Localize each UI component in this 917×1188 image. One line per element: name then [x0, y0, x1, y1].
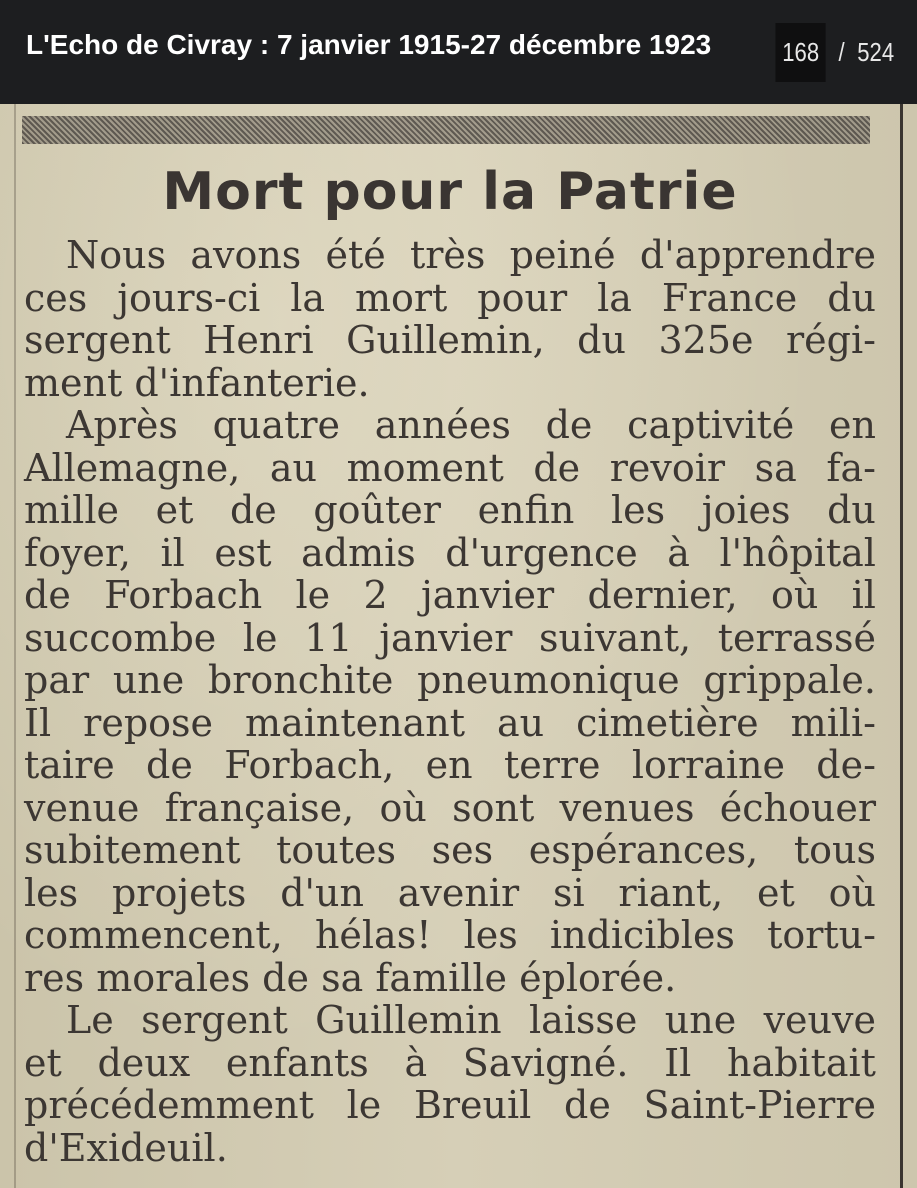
article-word: en [828, 403, 876, 447]
article-word: à [404, 1040, 428, 1085]
article-line [24, 234, 876, 277]
article-line-text: d'Exideuil. [24, 1125, 228, 1170]
article-word: d'apprendre [639, 233, 876, 277]
article-word: été [325, 233, 386, 277]
article-word: laisse [528, 998, 638, 1042]
article-word: venue [24, 785, 140, 830]
article-word: échouer [719, 785, 876, 830]
article-line [24, 957, 876, 1000]
article-word: et [155, 488, 194, 532]
article-body [24, 234, 876, 1169]
article-word: une [112, 658, 185, 702]
article-word: Allemagne, [24, 445, 241, 490]
article-word: fa- [826, 445, 876, 490]
article-word: si [552, 870, 585, 915]
article-word: projets [111, 870, 247, 915]
article-line-text: ment d'infanterie. [24, 360, 370, 405]
article-word: les [24, 870, 79, 915]
article-word: foyer, [24, 530, 131, 575]
article-word: pneumonique [417, 658, 680, 702]
article-word: Il [24, 700, 52, 745]
article-word: cimetière [576, 700, 759, 745]
article-word: quatre [212, 403, 341, 447]
article-line [24, 574, 876, 617]
article-word: Henri [203, 318, 314, 362]
article-line [24, 617, 876, 660]
article-word: France [661, 275, 798, 320]
article-word: par [24, 658, 90, 702]
article-word: tortu- [767, 913, 876, 957]
article-word: à [667, 530, 690, 575]
article-word: il [160, 530, 185, 575]
article-word: en [425, 743, 473, 787]
article-word: avons [190, 233, 302, 277]
article-word: régi- [786, 318, 876, 362]
article-line [24, 744, 876, 787]
article-word: et [757, 870, 795, 915]
article-word: d'un [280, 870, 364, 915]
document-title: L'Echo de Civray : 7 janvier 1915-27 décembre 1923 [26, 29, 712, 60]
article-word: années [374, 403, 511, 447]
article-word: Saint-Pierre [643, 1083, 876, 1127]
article-word: la [290, 275, 326, 320]
article-line [24, 659, 876, 702]
article-word: sa [754, 445, 797, 490]
page-separator: / [838, 36, 846, 67]
article-line [24, 319, 876, 362]
article-word: ses [431, 828, 494, 872]
article-word: est [214, 530, 272, 575]
article-line [24, 829, 876, 872]
article-word: très [410, 233, 486, 277]
article-word: succombe [24, 615, 217, 660]
article-word: toutes [276, 828, 396, 872]
article-word: revoir [609, 445, 726, 490]
article-word: janvier [421, 573, 555, 617]
article-line [24, 277, 876, 320]
article-word: 11 [304, 615, 353, 660]
article-word: de- [816, 743, 876, 787]
article-word: le [346, 1083, 382, 1127]
article-line [24, 1127, 876, 1170]
article-word: où [379, 785, 427, 830]
scanned-page [0, 104, 917, 1188]
article-word: avenir [397, 870, 520, 915]
article-word: précédemment [24, 1083, 314, 1127]
article-word: Forbach [104, 573, 263, 617]
article-line [24, 489, 876, 532]
article-line [24, 1084, 876, 1127]
article-word: maintenant [245, 700, 465, 745]
article-line [24, 1042, 876, 1085]
ornament-bar [22, 116, 870, 144]
article-word: riant, [618, 870, 724, 915]
article-word: commencent, [24, 913, 283, 957]
article-word: admis [301, 530, 416, 575]
article-word: la [597, 275, 632, 320]
article-word: indicibles [549, 913, 735, 957]
article-word: sergent [24, 318, 171, 362]
article-word: tous [793, 828, 876, 872]
article-word: Breuil [413, 1083, 532, 1127]
article-word: française, [164, 785, 355, 830]
article-word: les [610, 488, 666, 532]
article-word: de [24, 573, 71, 617]
article-word: où [770, 573, 819, 617]
article-word: grippale. [703, 658, 876, 702]
article-word: Nous [66, 233, 167, 277]
article-word: enfin [477, 488, 575, 532]
article-word: sergent [141, 998, 288, 1042]
article-word: Il [664, 1040, 692, 1085]
article-word: Guillemin, [346, 318, 545, 362]
article-word: l'hôpital [719, 530, 876, 575]
article-word: subitement [24, 828, 241, 872]
article-word: suivant, [539, 615, 692, 660]
top-bar [0, 0, 917, 104]
article-word: où [828, 870, 876, 915]
article-line [24, 404, 876, 447]
article-word: une [664, 998, 737, 1042]
article-word: le [242, 615, 278, 660]
article-word: Le [66, 998, 114, 1042]
article-word: dernier, [587, 573, 738, 617]
article-word: ces [24, 275, 88, 320]
article-word: Après [66, 403, 178, 447]
article-word: Forbach, [224, 743, 395, 787]
article-word: 325e [658, 318, 754, 362]
article-word: du [827, 488, 876, 532]
article-line-text: res morales de sa famille éplorée. [24, 955, 677, 1000]
article-word: venues [559, 785, 695, 830]
article-word: du [827, 275, 876, 320]
article-line [24, 999, 876, 1042]
article-line [24, 362, 876, 405]
article-word: d'urgence [445, 530, 638, 575]
article-word: moment [346, 445, 504, 490]
article-word: de [229, 488, 277, 532]
article-word: repose [83, 700, 214, 745]
article-word: pour [477, 275, 568, 320]
article-word: habitait [726, 1040, 876, 1085]
article-word: mort [354, 275, 448, 320]
article-word: au [496, 700, 545, 745]
article-line [24, 447, 876, 490]
article-line [24, 872, 876, 915]
article-word: joies [701, 488, 791, 532]
article-word: le [295, 573, 331, 617]
article-word: de [533, 445, 581, 490]
page-edge [14, 104, 16, 1188]
page-indicator [771, 23, 897, 82]
article-line [24, 532, 876, 575]
article-headline: Mort pour la Patrie [162, 162, 738, 222]
article-word: goûter [313, 488, 441, 532]
article-line [24, 787, 876, 830]
article-line [24, 914, 876, 957]
article-word: mille [24, 488, 119, 532]
article-word: jours-ci [117, 275, 261, 320]
article-word: terrassé [717, 615, 876, 660]
article-word: les [463, 913, 518, 957]
article-word: terre [503, 743, 601, 787]
article-word: de [545, 403, 593, 447]
article-word: hélas! [314, 913, 432, 957]
article-word: taire [24, 743, 115, 787]
column-rule [900, 104, 903, 1188]
article-word: de [146, 743, 193, 787]
article-word: et [24, 1040, 62, 1085]
article-word: janvier [379, 615, 513, 660]
article-word: peiné [509, 233, 616, 277]
current-page-field[interactable]: 168 [775, 23, 825, 82]
article-word: au [269, 445, 318, 490]
total-pages: 524 [856, 36, 894, 67]
article-word: Savigné. [462, 1040, 629, 1085]
article-line [24, 702, 876, 745]
article-word: lorraine [631, 743, 785, 787]
article-word: bronchite [207, 658, 394, 702]
article-word: mili- [790, 700, 876, 745]
article-word: enfants [225, 1040, 369, 1085]
article-word: deux [97, 1040, 191, 1085]
article-word: Guillemin [315, 998, 502, 1042]
article-word: sont [452, 785, 535, 830]
article-word: du [577, 318, 626, 362]
article-word: captivité [627, 403, 795, 447]
article-word: espérances, [528, 828, 759, 872]
article-word: veuve [763, 998, 876, 1042]
article-word: 2 [363, 573, 388, 617]
article-word: il [851, 573, 876, 617]
article-word: de [564, 1083, 611, 1127]
